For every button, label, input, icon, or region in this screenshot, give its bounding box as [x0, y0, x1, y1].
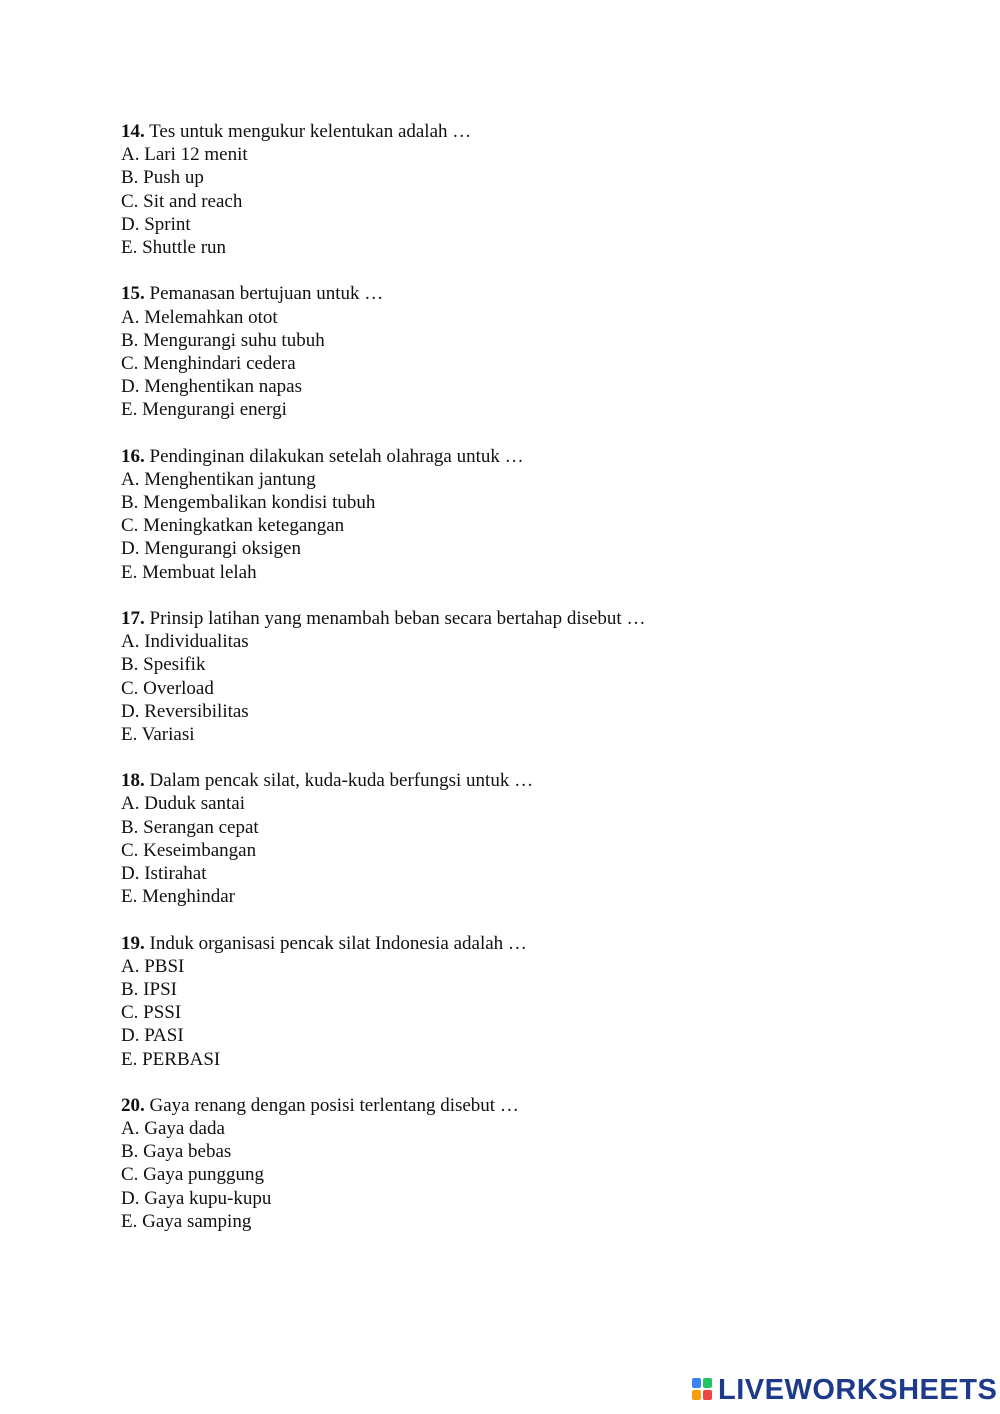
question-number: 16.	[121, 445, 145, 467]
option-a: A. Lari 12 menit	[121, 144, 248, 166]
option-e: E. Mengurangi energi	[121, 399, 287, 421]
option-b: B. IPSI	[121, 978, 177, 1000]
option-b: B. Gaya bebas	[121, 1141, 232, 1163]
option-b: B. Mengembalikan kondisi tubuh	[121, 492, 376, 513]
option-a: A. PBSI	[121, 955, 185, 977]
option-b: B. Spesifik	[121, 654, 206, 676]
option-e: E. Shuttle run	[121, 236, 227, 258]
question-17	[121, 607, 921, 746]
option-b: B. Push up	[121, 167, 204, 189]
option-a: A. Individualitas	[121, 631, 249, 653]
option-b: B. Serangan cepat	[121, 816, 259, 838]
option-c: C. Gaya punggung	[121, 1164, 265, 1186]
option-e: E. Variasi	[121, 723, 195, 745]
option-d: D. Reversibilitas	[121, 700, 249, 722]
question-stem	[121, 932, 921, 955]
option-d: D. Istirahat	[121, 863, 207, 884]
option-d: D. Menghentikan napas	[121, 376, 302, 398]
option-a: A. Gaya dada	[121, 1118, 225, 1140]
option-c: C. Overload	[121, 677, 214, 699]
option-e: E. Menghindar	[121, 886, 235, 908]
option-b: B. Mengurangi suhu tubuh	[121, 329, 325, 351]
option-c: C. Meningkatkan ketegangan	[121, 515, 345, 537]
option-e: E. Membuat lelah	[121, 561, 257, 583]
option-d: D. Mengurangi oksigen	[121, 538, 301, 560]
question-stem	[121, 607, 921, 630]
question-18	[121, 769, 921, 908]
question-15	[121, 282, 921, 421]
question-number: 20.	[121, 1094, 145, 1116]
option-e: E. Gaya samping	[121, 1210, 252, 1232]
question-text: Gaya renang dengan posisi terlentang disebut …	[144, 1094, 519, 1116]
option-c: C. PSSI	[121, 1002, 182, 1024]
question-stem	[121, 1094, 921, 1117]
option-e: E. PERBASI	[121, 1048, 221, 1070]
option-d: D. Gaya kupu-kupu	[121, 1187, 272, 1209]
question-text: Tes untuk mengukur kelentukan adalah …	[144, 121, 472, 142]
option-c: C. Menghindari cedera	[121, 352, 296, 374]
question-14	[121, 120, 921, 259]
question-text: Pendinginan dilakukan setelah olahraga untuk …	[144, 445, 524, 467]
option-a: A. Duduk santai	[121, 793, 246, 815]
option-d: D. PASI	[121, 1025, 184, 1047]
liveworksheets-logo[interactable]	[692, 1376, 997, 1404]
option-a: A. Melemahkan otot	[121, 306, 278, 328]
question-text: Dalam pencak silat, kuda-kuda berfungsi untuk …	[144, 770, 534, 792]
question-19	[121, 932, 921, 1071]
option-c: C. Sit and reach	[121, 190, 243, 212]
question-number: 14.	[121, 121, 145, 142]
question-stem	[121, 120, 921, 143]
question-number: 15.	[121, 283, 145, 305]
question-stem	[121, 769, 921, 792]
question-text: Induk organisasi pencak silat Indonesia adalah …	[144, 932, 527, 954]
question-text: Pemanasan bertujuan untuk …	[144, 283, 384, 305]
option-d: D. Sprint	[121, 213, 191, 235]
question-text: Prinsip latihan yang menambah beban secara bertahap disebut …	[144, 607, 646, 629]
question-number: 19.	[121, 932, 145, 954]
question-stem	[121, 445, 921, 468]
question-16	[121, 445, 921, 584]
question-20	[121, 1094, 921, 1233]
question-stem	[121, 282, 921, 305]
worksheet-page	[121, 120, 921, 1256]
liveworksheets-logo-icon	[692, 1378, 714, 1402]
option-c: C. Keseimbangan	[121, 839, 257, 861]
option-a: A. Menghentikan jantung	[121, 468, 316, 490]
logo-text: LIVEWORKSHEETS	[718, 1374, 998, 1406]
question-number: 18.	[121, 770, 145, 792]
question-number: 17.	[121, 607, 145, 629]
